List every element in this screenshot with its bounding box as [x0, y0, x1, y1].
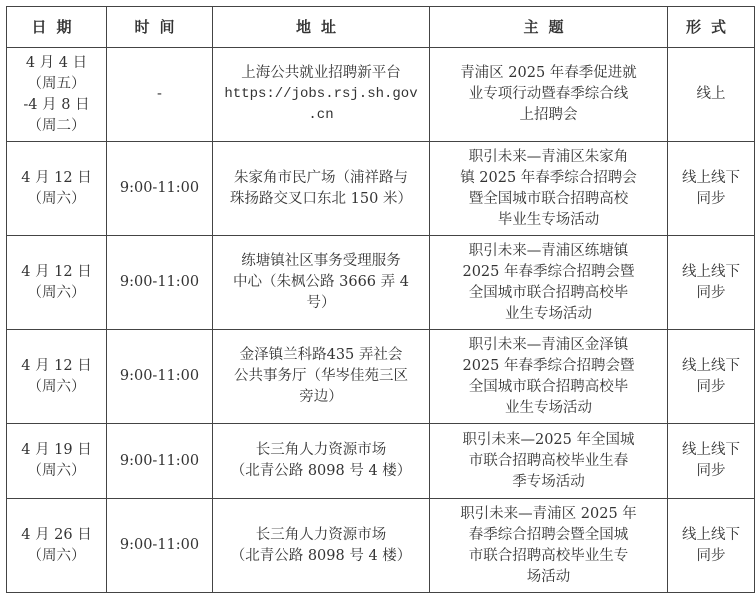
table-row: [7, 48, 755, 142]
theme-cell-line: 全国城市联合招聘高校毕: [468, 378, 629, 395]
table-row: [7, 142, 755, 236]
theme-cell-line: 市联合招聘高校毕业生专: [468, 547, 629, 564]
address-cell-line: 长三角人力资源市场: [255, 526, 387, 543]
header-format: 形式: [668, 7, 755, 48]
theme-cell: [430, 48, 668, 142]
theme-cell-line: 市联合招聘高校毕业生春: [468, 452, 629, 469]
header-theme: 主题: [430, 7, 668, 48]
header-time: 时间: [107, 7, 213, 48]
format-cell-line: 线上线下: [682, 263, 740, 280]
table-row: [7, 330, 755, 424]
theme-cell-line: 职引未来—青浦区金泽镇: [468, 336, 629, 353]
format-cell: [668, 330, 755, 424]
header-row: [7, 7, 755, 48]
address-cell: [213, 424, 430, 499]
format-cell-line: 线上线下: [682, 442, 740, 458]
theme-cell-line: 季专场活动: [512, 473, 585, 490]
format-cell-line: 线上线下: [682, 526, 740, 543]
date-cell-line: （周六）: [27, 190, 86, 207]
theme-cell: [430, 236, 668, 330]
time-cell: 9:00-11:00: [107, 236, 213, 330]
date-cell-line: 4 月 19 日: [21, 442, 92, 458]
date-cell-line: （周六）: [27, 378, 86, 395]
address-cell-line: 朱家角市民广场（浦祥路与: [234, 169, 408, 186]
date-cell-line: （周六）: [27, 463, 86, 479]
platform-url-link[interactable]: https://jobs.rsj.sh.gov: [224, 86, 418, 102]
theme-cell-line: 职引未来—2025 年全国城: [462, 431, 635, 448]
theme-cell-line: 全国城市联合招聘高校毕: [468, 284, 629, 301]
format-cell: [668, 142, 755, 236]
date-cell-line: 4 月 4 日: [25, 54, 88, 71]
address-cell: [213, 499, 430, 593]
date-cell: [7, 48, 107, 142]
time-cell: -: [107, 48, 213, 142]
theme-cell-line: 职引未来—青浦区 2025 年: [460, 505, 637, 522]
format-cell-line: 线上: [696, 86, 726, 102]
theme-cell: [430, 142, 668, 236]
date-cell-line: 4 月 12 日: [21, 263, 92, 280]
date-cell: [7, 499, 107, 593]
date-cell: [7, 236, 107, 330]
date-cell-line: 4 月 12 日: [21, 169, 92, 186]
address-cell-line: 号）: [306, 295, 336, 311]
date-cell-line: 4 月 26 日: [21, 526, 92, 543]
theme-cell-line: 2025 年春季综合招聘会暨: [462, 357, 635, 374]
time-cell: 9:00-11:00: [107, 330, 213, 424]
address-cell-line: 公共事务厅（华岑佳苑三区: [234, 368, 408, 384]
table-row: [7, 236, 755, 330]
theme-cell-line: 业生专场活动: [505, 305, 592, 322]
date-cell: [7, 424, 107, 499]
theme-cell-line: 2025 年春季综合招聘会暨: [462, 263, 635, 280]
format-cell: [668, 48, 755, 142]
date-cell-line: 4 月 12 日: [21, 357, 92, 374]
table-row: [7, 499, 755, 593]
address-cell-line: （北青公路 8098 号 4 楼）: [230, 547, 412, 564]
format-cell-line: 同步: [696, 284, 726, 301]
header-date: 日期: [7, 7, 107, 48]
format-cell-line: 同步: [696, 463, 726, 479]
theme-cell-line: 业专项行动暨春季综合线: [468, 86, 629, 102]
address-cell-line: 金泽镇兰科路435 弄社会: [239, 347, 403, 363]
date-cell-line: -4 月 8 日: [23, 96, 90, 113]
theme-cell-line: 业生专场活动: [505, 399, 592, 416]
platform-url-link[interactable]: .cn: [308, 107, 334, 123]
time-cell: 9:00-11:00: [107, 424, 213, 499]
theme-cell-line: 上招聘会: [519, 107, 578, 123]
date-cell: [7, 330, 107, 424]
address-cell: [213, 142, 430, 236]
address-cell-line: 练塘镇社区事务受理服务: [241, 253, 401, 269]
time-cell: 9:00-11:00: [107, 499, 213, 593]
theme-cell-line: 春季综合招聘会暨全国城: [468, 526, 629, 543]
theme-cell-line: 场活动: [526, 568, 571, 585]
address-cell-line: （北青公路 8098 号 4 楼）: [230, 463, 412, 479]
address-cell-line: 珠扬路交叉口东北 150 米）: [230, 190, 412, 207]
date-cell-line: （周五）: [27, 75, 86, 92]
theme-cell: [430, 499, 668, 593]
format-cell: [668, 499, 755, 593]
table-row: [7, 424, 755, 499]
header-address: 地址: [213, 7, 430, 48]
date-cell-line: （周六）: [27, 284, 86, 301]
theme-cell-line: 职引未来—青浦区练塘镇: [468, 242, 629, 259]
date-cell: [7, 142, 107, 236]
theme-cell-line: 暨全国城市联合招聘高校: [468, 190, 629, 207]
format-cell-line: 同步: [696, 190, 726, 207]
address-cell-line: 中心（朱枫公路 3666 弄 4: [233, 274, 409, 290]
date-cell-line: （周二）: [27, 117, 86, 134]
format-cell: [668, 236, 755, 330]
time-cell: 9:00-11:00: [107, 142, 213, 236]
format-cell-line: 线上线下: [682, 169, 740, 186]
address-cell-line: 上海公共就业招聘新平台: [241, 65, 401, 81]
address-cell: [213, 330, 430, 424]
format-cell-line: 同步: [696, 547, 726, 564]
format-cell: [668, 424, 755, 499]
job-fair-schedule-table: [6, 6, 755, 593]
theme-cell-line: 毕业生专场活动: [497, 211, 600, 228]
theme-cell-line: 镇 2025 年春季综合招聘会: [460, 169, 637, 186]
address-cell-line: 旁边）: [299, 389, 343, 405]
format-cell-line: 线上线下: [682, 357, 740, 374]
address-cell: [213, 48, 430, 142]
format-cell-line: 同步: [696, 378, 726, 395]
theme-cell-line: 职引未来—青浦区朱家角: [468, 148, 629, 165]
theme-cell: [430, 330, 668, 424]
theme-cell: [430, 424, 668, 499]
address-cell: [213, 236, 430, 330]
date-cell-line: （周六）: [27, 547, 86, 564]
theme-cell-line: 青浦区 2025 年春季促进就: [460, 65, 637, 81]
address-cell-line: 长三角人力资源市场: [255, 442, 387, 458]
